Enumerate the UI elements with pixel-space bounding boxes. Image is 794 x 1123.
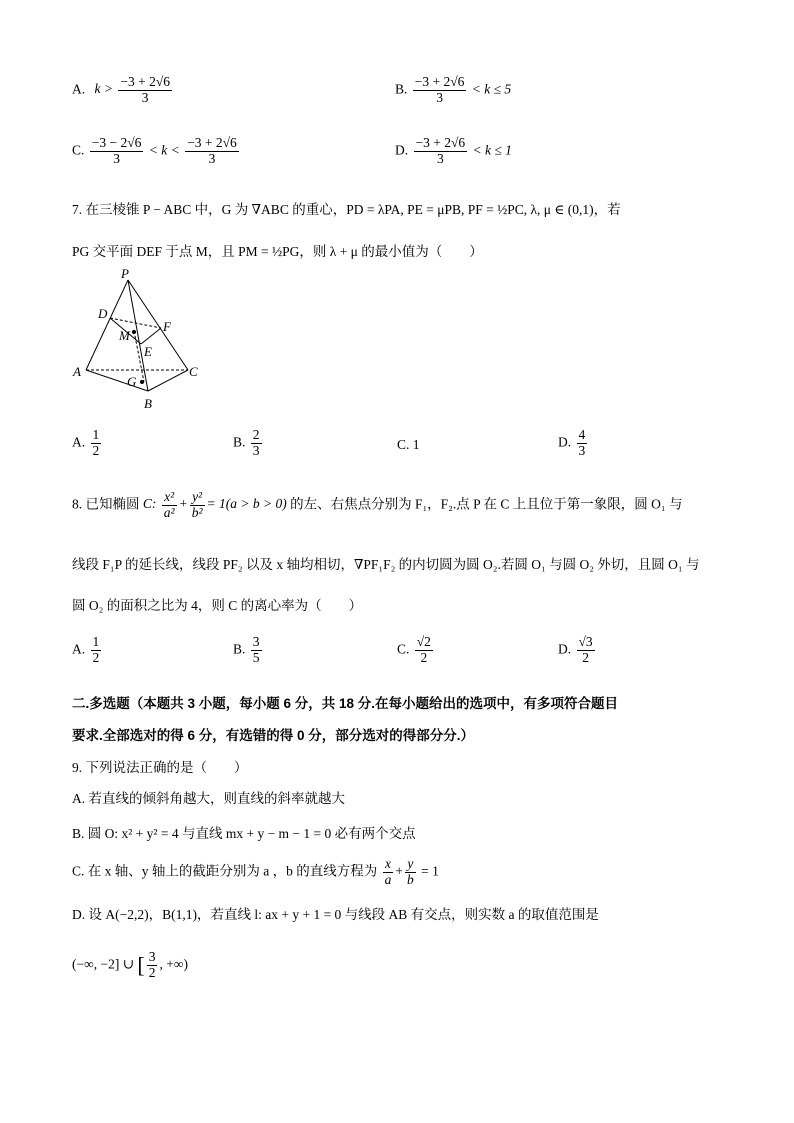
label-P: P <box>121 266 129 281</box>
tetrahedron-figure <box>68 266 218 416</box>
q7-stem-line2: PG 交平面 DEF 于点 M，且 PM = ½PG，则 λ + μ 的最小值为（ ） <box>72 244 483 259</box>
q9-option-b[interactable]: B. 圆 O: x² + y² = 4 与直线 mx + y − m − 1 = 0 必有两个交点 <box>72 826 416 841</box>
q8-option-b[interactable]: B. $\frac{3}{5}$ <box>233 634 260 665</box>
q6-option-c[interactable]: C. $\frac{-3 - 2√6}{3}$ < k < $\frac{-3 + 2√6}{3}$ <box>72 135 237 166</box>
q8-stem-line2: 线段 F₁P 的延长线，线段 PF₂ 以及 x 轴均相切，∇PF₁F₂ 的内切圆为圆 O₂.若圆 O₁ 与圆 O₂ 外切，且圆 O₁ 与 <box>72 557 700 572</box>
label-M: M <box>119 328 130 343</box>
q7-option-a[interactable]: A. $\frac{1}{2}$ <box>72 427 100 458</box>
q7-option-b[interactable]: B. $\frac{2}{3}$ <box>233 427 260 458</box>
q7-option-c[interactable]: C. 1 <box>397 437 420 452</box>
q8-stem-line1: 8. 已知椭圆 C: $\frac{\text{x²}}{\text{a²}}$ + $\frac{\text{y²}}{\text{b²}}$ = 1(a > b > 0) 的左、右焦点分别为 F₁，F₂.点 P 在 C 上且位于第一象限，圆 O₁ 与 <box>72 489 683 520</box>
q6-option-d[interactable]: D. $\frac{-3 + 2√6}{3}$ < k ≤ 1 <box>395 135 512 166</box>
q9-option-d-range: (−∞, −2] ∪ [ $\frac{3}{2}$ , +∞) <box>72 949 188 980</box>
q6-c-fraction-left: $\frac{-3 - 2√6}{3}$ <box>91 135 142 166</box>
label-E: E <box>144 344 152 359</box>
q6-c-fraction-right: $\frac{-3 + 2√6}{3}$ <box>187 135 237 166</box>
label-C: C <box>189 364 198 379</box>
q9-option-d[interactable]: D. 设 A(−2,2)，B(1,1)，若直线 l: ax + y + 1 = 0 与线段 AB 有交点，则实数 a 的取值范围是 <box>72 907 599 922</box>
q6-d-fraction: $\frac{-3 + 2√6}{3}$ <box>415 135 466 166</box>
section-2-heading-line2: 要求.全部选对的得 6 分，有选错的得 0 分，部分选对的得部分分.） <box>72 728 475 743</box>
label-G: G <box>127 374 137 389</box>
label-F: F <box>163 319 171 334</box>
q8-option-d[interactable]: D. $\frac{√3}{2}$ <box>558 634 593 665</box>
q6-a-fraction: $\frac{-3 + 2√6}{3}$ <box>120 74 170 105</box>
q7-option-d[interactable]: D. $\frac{4}{3}$ <box>558 427 586 458</box>
q9-option-c[interactable]: C. 在 x 轴、y 轴上的截距分别为 a ，b 的直线方程为 $\frac{x}{a}$ + $\frac{y}{b}$ = 1 <box>72 856 439 887</box>
q6-option-b[interactable]: B. $\frac{-3 + 2√6}{3}$ < k ≤ 5 <box>395 74 512 105</box>
q9-option-a[interactable]: A. 若直线的倾斜角越大，则直线的斜率就越大 <box>72 791 345 806</box>
q6-option-a[interactable]: A. k > $\frac{-3 + 2√6}{3}$ <box>72 74 170 105</box>
label-A: A <box>73 364 81 379</box>
section-2-heading-line1: 二.多选题（本题共 3 小题，每小题 6 分，共 18 分.在每小题给出的选项中，有多项符合题目 <box>72 696 619 711</box>
q6-b-fraction: $\frac{-3 + 2√6}{3}$ <box>414 74 465 105</box>
q9-stem: 9. 下列说法正确的是（ ） <box>72 760 248 775</box>
q7-stem-line1: 7. 在三棱锥 P − ABC 中，G 为 ∇ABC 的重心，PD = λPA, PE = μPB, PF = ½PC, λ, μ ∈ (0,1)，若 <box>72 202 621 217</box>
q8-option-c[interactable]: C. $\frac{√2}{2}$ <box>397 634 431 665</box>
q8-option-a[interactable]: A. $\frac{1}{2}$ <box>72 634 100 665</box>
label-B: B <box>144 396 152 411</box>
label-D: D <box>98 306 108 321</box>
ellipse-equation: C: $\frac{\text{x²}}{\text{a²}}$ + $\frac{\text{y²}}{\text{b²}}$ = 1(a > b > 0) <box>142 489 291 520</box>
q8-stem-line3: 圆 O₂ 的面积之比为 4，则 C 的离心率为（ ） <box>72 598 363 613</box>
